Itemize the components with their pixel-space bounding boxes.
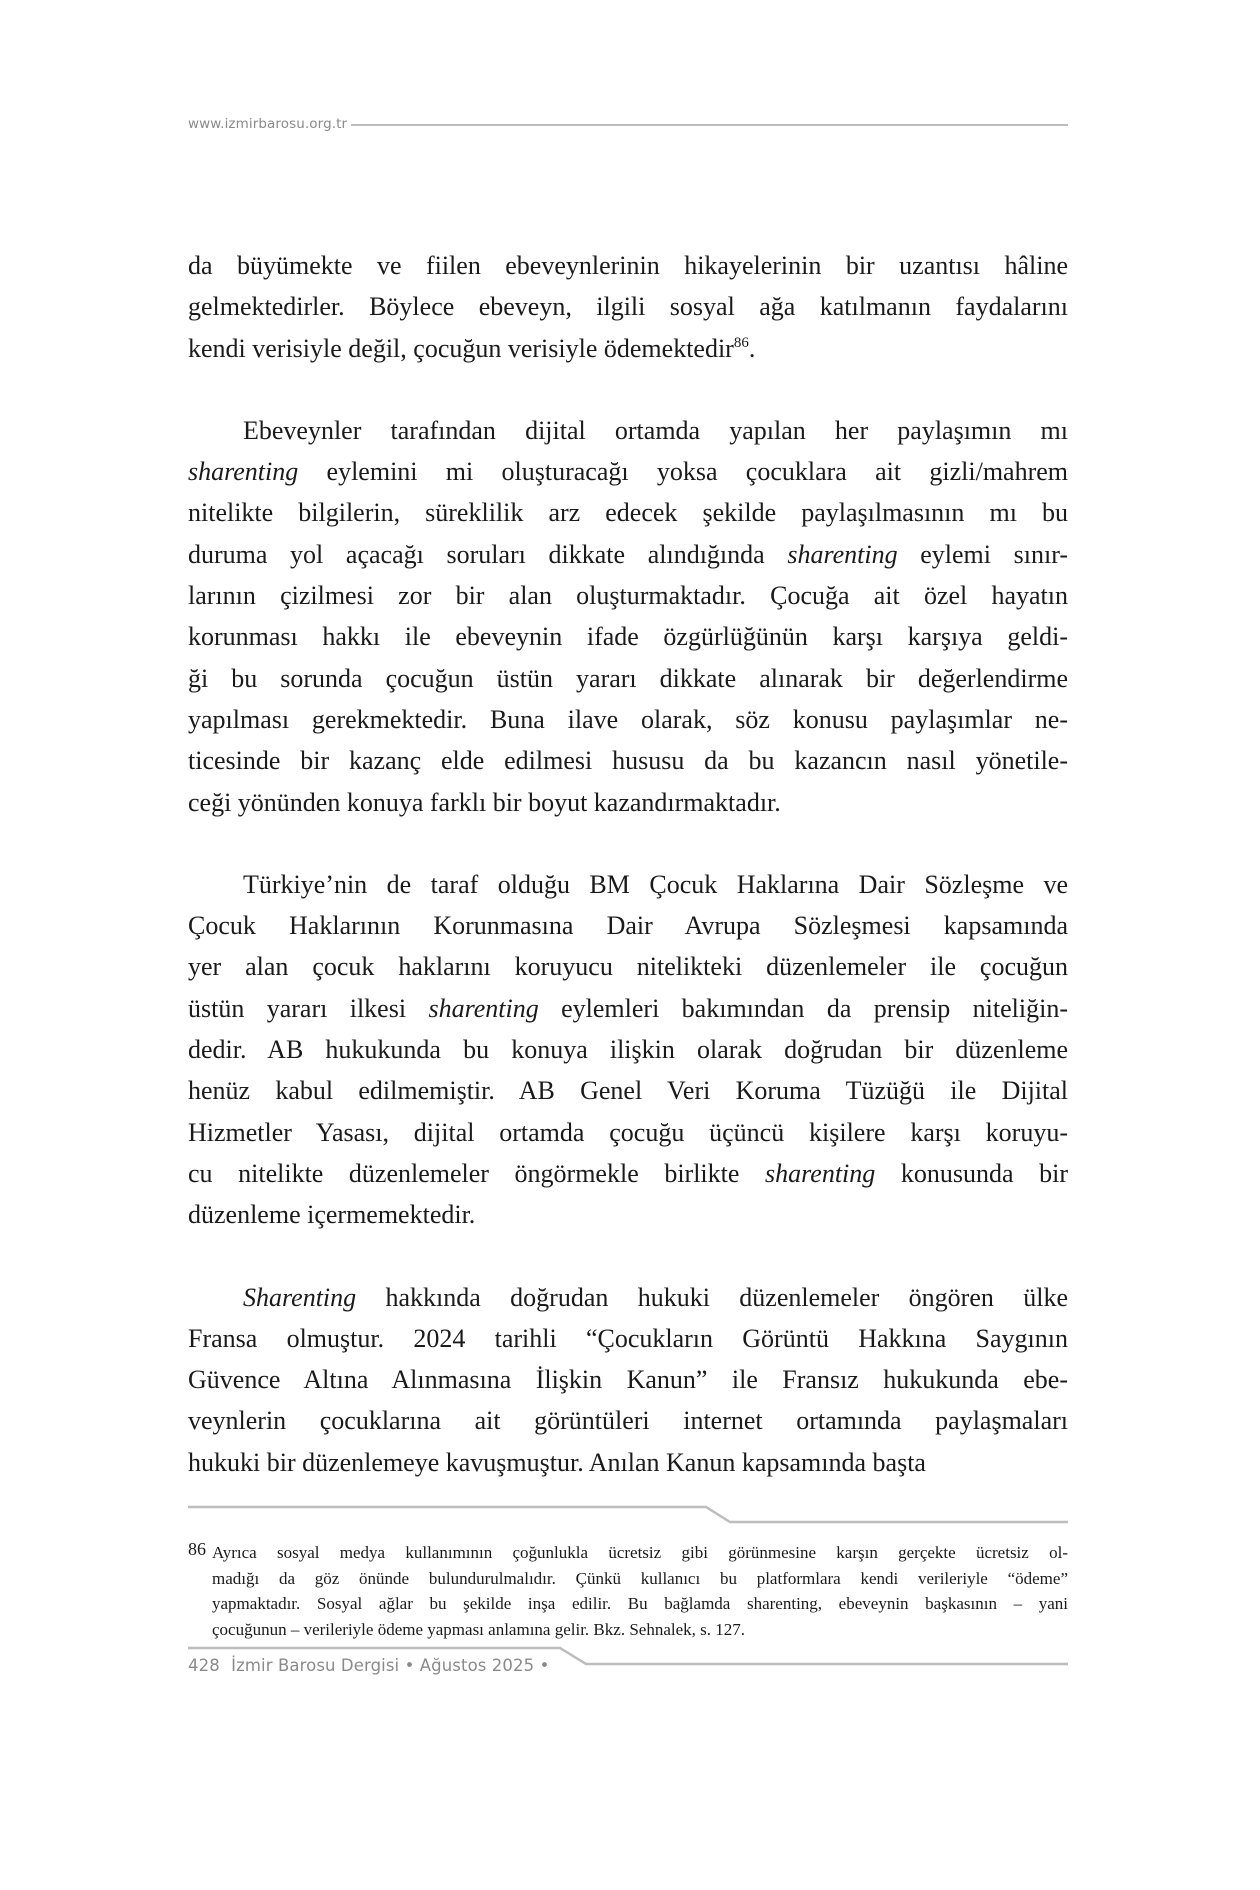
footnote-86 — [188, 1540, 1068, 1642]
journal-name: İzmir Barosu Dergisi — [231, 1656, 400, 1675]
text-line: yer alan çocuk haklarını koruyucu nitelikteki düzenlemeler ile çocuğun — [188, 952, 1068, 982]
text-line: ği bu sorunda çocuğun üstün yararı dikkate alınarak bir değerlendirme — [188, 663, 1068, 693]
text-line: üstün yararı ilkesi sharenting eylemleri bakımından da prensip niteliğin- — [188, 993, 1068, 1023]
text-line: Türkiye’nin de taraf olduğu BM Çocuk Haklarına Dair Sözleşme ve — [243, 869, 1068, 899]
text-line: Güvence Altına Alınmasına İlişkin Kanun” ile Fransız hukukunda ebe- — [188, 1365, 1068, 1395]
footnote-number: 86 — [188, 1539, 206, 1559]
italic-term: sharenting — [428, 993, 539, 1023]
text-line: kendi verisiyle değil, çocuğun verisiyle ödemektedir$^{86}$. — [188, 333, 756, 363]
text-line: gelmektedirler. Böylece ebeveyn, ilgili sosyal ağa katılmanın faydalarını — [188, 292, 1068, 322]
footnote-line: çocuğunun – verileriyle ödeme yapması anlamına gelir. Bkz. Sehnalek, s. 127. — [212, 1619, 745, 1639]
text-line: hukuki bir düzenlemeye kavuşmuştur. Anılan Kanun kapsamında başta — [188, 1447, 926, 1477]
italic-term: sharenting — [188, 457, 299, 487]
text-line: dedir. AB hukukunda bu konuya ilişkin olarak doğrudan bir düzenleme — [188, 1035, 1068, 1065]
text-line: Hizmetler Yasası, dijital ortamda çocuğu üçüncü kişilere karşı koruyu- — [188, 1117, 1068, 1147]
footnote-line: Ayrıca sosyal medya kullanımının çoğunlukla ücretsiz gibi görünmesine karşın gerçekte ücretsiz ol- — [212, 1543, 1068, 1562]
footnote-text — [212, 1540, 1068, 1642]
text-line: Fransa olmuştur. 2024 tarihli “Çocukların Görüntü Hakkına Saygının — [188, 1323, 1068, 1353]
text-line: cu nitelikte düzenlemeler öngörmekle birlikte sharenting konusunda bir — [188, 1158, 1069, 1188]
italic-term: sharenting — [787, 539, 898, 569]
italic-term: sharenting — [765, 1158, 876, 1188]
paragraph-3 — [188, 864, 1068, 1236]
issue-date: Ağustos 2025 — [419, 1656, 535, 1675]
footer-bullet: • — [404, 1656, 415, 1675]
footer-bullet-end: • — [539, 1656, 550, 1675]
paragraph-2 — [188, 410, 1068, 823]
header-rule — [351, 124, 1068, 126]
page-footer — [188, 1656, 549, 1682]
footnote-line: madığı da göz önünde bulundurulmalıdır. Çünkü kullanıcı bu platformlara kendi verileriyle “ödeme” — [212, 1568, 1068, 1588]
body-text — [188, 245, 1068, 1483]
text-line: ceği yönünden konuya farklı bir boyut kazandırmaktadır. — [188, 787, 781, 817]
text-line: düzenleme içermemektedir. — [188, 1200, 476, 1230]
text-line: Çocuk Haklarının Korunmasına Dair Avrupa Sözleşmesi kapsamında — [188, 911, 1068, 941]
text-line: korunması hakkı ile ebeveynin ifade özgürlüğünün karşı karşıya geldi- — [188, 622, 1068, 652]
text-line: sharenting eylemini mi oluşturacağı yoksa çocuklara ait gizli/mahrem — [188, 457, 1068, 487]
italic-term: Sharenting — [243, 1282, 357, 1312]
text-line: duruma yol açacağı soruları dikkate alındığında sharenting eylemi sınır- — [188, 539, 1068, 569]
footnote-separator — [188, 1500, 1068, 1530]
text-line: Sharenting hakkında doğrudan hukuki düzenlemeler öngören ülke — [243, 1282, 1068, 1312]
text-line: henüz kabul edilmemiştir. AB Genel Veri Koruma Tüzüğü ile Dijital — [188, 1076, 1068, 1106]
header-url[interactable]: www.izmirbarosu.org.tr — [188, 116, 348, 132]
page-number: 428 — [188, 1656, 220, 1675]
text-line: nitelikte bilgilerin, süreklilik arz edecek şekilde paylaşılmasının mı bu — [188, 498, 1068, 528]
paragraph-4 — [188, 1277, 1068, 1483]
page-header — [188, 112, 1068, 136]
footnote-reference[interactable]: 86 — [733, 334, 749, 351]
paragraph-1 — [188, 245, 1068, 369]
footnote-line: yapmaktadır. Sosyal ağlar bu şekilde inşa edilir. Bu bağlamda sharenting, ebeveynin başkasının – yani — [212, 1594, 1068, 1613]
text-line: larının çizilmesi zor bir alan oluşturmaktadır. Çocuğa ait özel hayatın — [188, 581, 1068, 611]
text-line: yapılması gerekmektedir. Buna ilave olarak, söz konusu paylaşımlar ne- — [188, 704, 1068, 734]
text-line: veynlerin çocuklarına ait görüntüleri internet ortamında paylaşmaları — [188, 1406, 1068, 1436]
text-line: Ebeveynler tarafından dijital ortamda yapılan her paylaşımın mı — [243, 415, 1068, 445]
footnotes — [188, 1540, 1068, 1642]
text-line: da büyümekte ve fiilen ebeveynlerinin hikayelerinin bir uzantısı hâline — [188, 251, 1068, 280]
text-line: ticesinde bir kazanç elde edilmesi hususu da bu kazancın nasıl yönetile- — [188, 746, 1068, 776]
